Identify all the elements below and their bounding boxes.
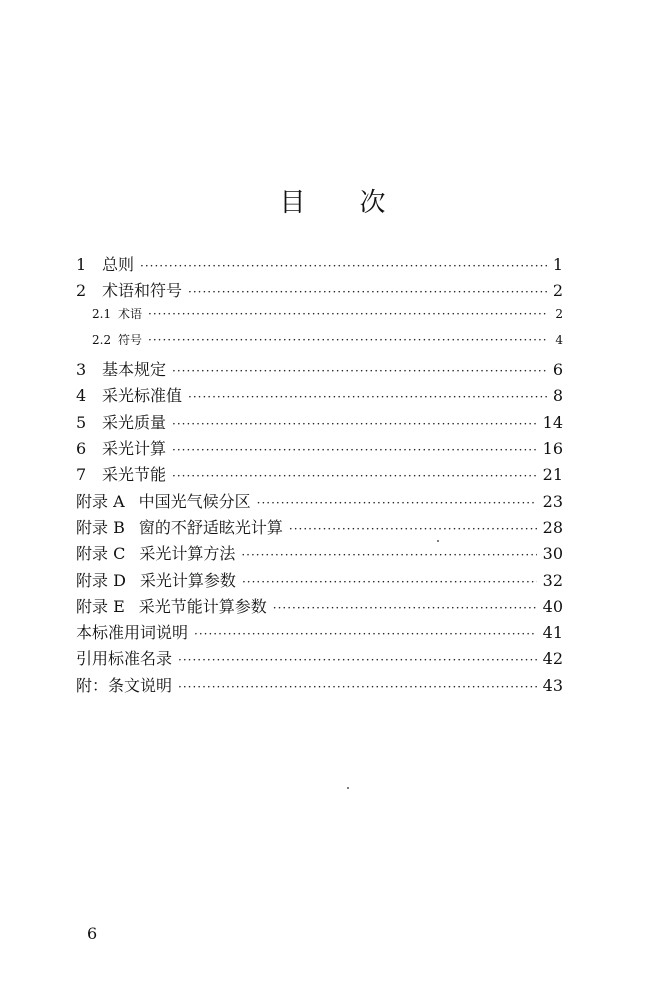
toc-label: 术语 xyxy=(118,306,143,321)
toc-label: 符号 xyxy=(118,332,143,347)
toc-label: 基本规定 xyxy=(102,360,167,380)
toc-page: 42 xyxy=(542,649,563,669)
toc-entry[interactable] xyxy=(76,620,563,646)
toc-leader xyxy=(140,259,547,273)
toc-leader xyxy=(148,333,547,347)
toc-number: 4 xyxy=(76,386,87,406)
toc-entry[interactable] xyxy=(76,515,563,541)
toc-label: 引用标准名录 xyxy=(76,649,173,669)
toc-page: 41 xyxy=(542,623,563,643)
toc-page: 40 xyxy=(542,596,563,616)
toc-label: 本标准用词说明 xyxy=(76,623,189,643)
toc-page: 32 xyxy=(542,570,563,590)
toc-number: 2.1 xyxy=(92,306,112,321)
toc-leader xyxy=(178,653,537,667)
toc-leader xyxy=(273,601,537,615)
title-char-2: 次 xyxy=(359,188,388,218)
page-title xyxy=(0,182,667,219)
toc-page: 23 xyxy=(542,491,563,511)
toc-number: 3 xyxy=(76,360,87,380)
toc-leader xyxy=(172,417,537,431)
toc-label: 采光计算参数 xyxy=(139,570,236,590)
table-of-contents xyxy=(76,252,563,699)
toc-number: 附录 E xyxy=(76,596,125,616)
toc-entry[interactable] xyxy=(76,594,563,620)
toc-number: 附录 D xyxy=(76,570,126,590)
toc-leader xyxy=(148,307,547,321)
toc-page: 21 xyxy=(542,465,563,485)
toc-page: 2 xyxy=(555,306,563,321)
toc-leader xyxy=(172,443,537,457)
scan-speck xyxy=(437,540,439,542)
toc-page: 2 xyxy=(552,281,563,301)
toc-page: 43 xyxy=(542,675,563,695)
toc-label: 采光标准值 xyxy=(102,386,183,406)
toc-label: 采光质量 xyxy=(102,412,167,432)
toc-page: 16 xyxy=(542,439,563,459)
toc-leader xyxy=(241,548,536,562)
toc-page: 28 xyxy=(542,517,563,537)
toc-entry[interactable] xyxy=(76,462,563,488)
toc-label: 中国光气候分区 xyxy=(138,491,251,511)
toc-entry[interactable] xyxy=(76,673,563,699)
toc-leader xyxy=(172,364,547,378)
toc-entry[interactable] xyxy=(76,489,563,515)
page-number: 6 xyxy=(87,924,98,943)
toc-label: 采光计算 xyxy=(102,439,167,459)
toc-entry[interactable] xyxy=(76,252,563,278)
toc-entry[interactable] xyxy=(76,305,563,331)
toc-leader xyxy=(289,522,537,536)
title-char-1: 目 xyxy=(279,188,308,218)
toc-leader xyxy=(257,496,537,510)
toc-page: 6 xyxy=(552,360,563,380)
toc-leader xyxy=(194,627,537,641)
toc-label: 采光节能 xyxy=(102,465,167,485)
toc-entry[interactable] xyxy=(76,436,563,462)
toc-number: 5 xyxy=(76,412,87,432)
toc-entry[interactable] xyxy=(76,541,563,567)
toc-entry[interactable] xyxy=(76,410,563,436)
toc-label: 窗的不舒适眩光计算 xyxy=(138,517,283,537)
toc-page: 1 xyxy=(552,255,563,274)
toc-number: 附录 B xyxy=(76,517,125,537)
toc-leader xyxy=(242,575,537,589)
toc-page: 14 xyxy=(542,412,563,432)
toc-number: 2.2 xyxy=(92,332,112,347)
scan-speck xyxy=(347,787,349,789)
toc-entry[interactable] xyxy=(76,278,563,304)
toc-number: 7 xyxy=(76,465,87,485)
toc-leader xyxy=(172,469,537,483)
toc-page: 30 xyxy=(542,544,563,564)
toc-leader xyxy=(178,680,537,694)
toc-entry[interactable] xyxy=(76,357,563,383)
toc-label: 采光计算方法 xyxy=(139,544,236,564)
toc-label: 总则 xyxy=(102,255,135,274)
toc-entry[interactable] xyxy=(76,568,563,594)
toc-number: 2 xyxy=(76,281,87,301)
toc-entry[interactable] xyxy=(76,331,563,357)
toc-number: 附录 C xyxy=(76,544,126,564)
toc-number: 1 xyxy=(76,255,87,274)
toc-label: 附：条文说明 xyxy=(76,675,173,695)
toc-number: 附录 A xyxy=(76,491,125,511)
toc-page: 8 xyxy=(552,386,563,406)
toc-entry[interactable] xyxy=(76,646,563,672)
toc-label: 采光节能计算参数 xyxy=(138,596,267,616)
toc-label: 术语和符号 xyxy=(102,281,183,301)
toc-entry[interactable] xyxy=(76,383,563,409)
toc-leader xyxy=(188,285,547,299)
toc-page: 4 xyxy=(555,332,563,347)
toc-leader xyxy=(188,390,547,404)
toc-number: 6 xyxy=(76,439,87,459)
